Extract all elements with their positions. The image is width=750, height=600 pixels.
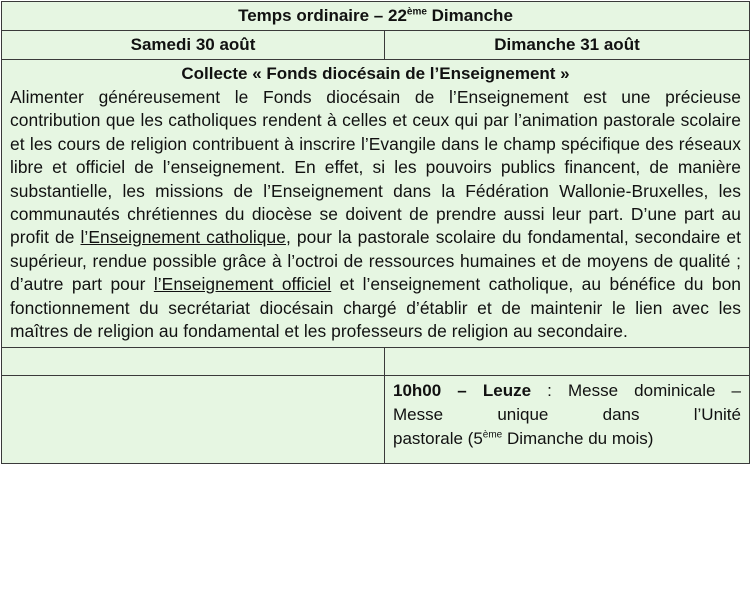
saturday-header: Samedi 30 août [2,31,385,60]
mass-line-3 [393,427,741,451]
collecte-title: Collecte « Fonds diocésain de l’Enseignement » [181,64,570,83]
sunday-mass-cell [385,376,750,464]
empty-cell-sunday [385,348,750,376]
mass-line-1-text: : Messe dominicale – [531,381,742,401]
link-enseignement-officiel[interactable]: l’Enseignement officiel [153,274,332,295]
collecte-body [10,86,741,347]
mass-line-3-prefix: pastorale (5 [393,429,483,449]
empty-cell-saturday [2,348,385,376]
link-enseignement-catholique[interactable]: l’Enseignement catholique [80,227,286,248]
collecte-text-1: Alimenter généreusement le Fonds diocésain de l’Enseignement est une précieuse contribution que les catholiques rendent à celles et ceux qui par l’animation pastorale scolaire et les cours de religion contribuent à inscrire l’Evangile dans le champ spécifique des réseaux libre et officiel de l’enseignement. En effet, si les pouvoirs publics financent, de manière substantielle, les missions de l’Enseignement dans la Fédération Wallonie-Bruxelles, les communautés chrétiennes du diocèse se doivent de prendre aussi leur part. D’une part au profit de [10,87,741,248]
collecte-text-3: et l’enseignement catholique, au bénéfice du bon fonctionnement du secrétariat diocésain chargé d’établir et de maintenir le lien avec les maîtres de religion au fondamental et les professeurs de religion au secondaire. [10,274,742,342]
title-suffix: Dimanche [426,6,513,25]
mass-line-2: Messe unique dans l’Unité [393,405,741,425]
mass-line-3-superscript: ème [482,429,503,441]
title-text: Temps ordinaire – 22 [238,6,407,25]
mass-time-place: 10h00 – Leuze [393,381,532,401]
mass-line-1 [393,379,741,403]
collecte-text-2: , pour la pastorale scolaire du fondamental, secondaire et supérieur, rendue possible grâce à l’octroi de ressources humaines et de moyens de qualité ; d’autre part pour [10,227,741,295]
schedule-table [1,1,750,464]
collecte-cell [2,60,750,348]
saturday-mass-cell [2,376,385,464]
sunday-header: Dimanche 31 août [385,31,750,60]
title-superscript: ème [406,6,427,18]
mass-line-3-suffix: Dimanche du mois) [502,429,654,449]
liturgical-title [2,2,750,31]
